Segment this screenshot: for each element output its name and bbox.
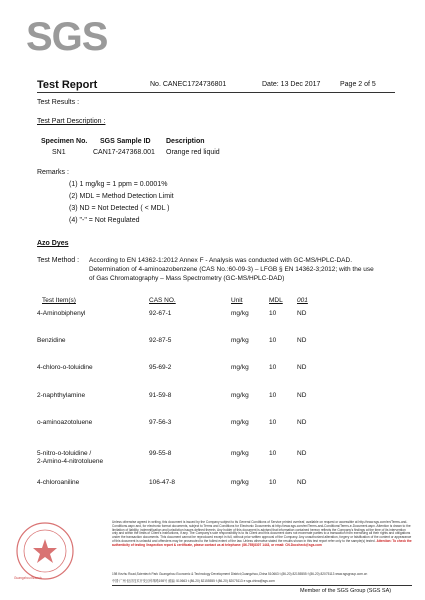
- results-table-header: [37, 297, 397, 307]
- result-value: ND: [297, 450, 307, 457]
- specimen-no: SN1: [52, 149, 66, 156]
- header-unit: Unit: [231, 297, 243, 304]
- mdl-value: 10: [269, 337, 277, 344]
- unit-value: mg/kg: [231, 392, 249, 399]
- cas-number: 92-87-5: [149, 337, 172, 344]
- table-row: [37, 310, 397, 320]
- header-test-items: Test Item(s): [42, 297, 76, 304]
- unit-value: mg/kg: [231, 479, 249, 486]
- test-item-name: 4-Aminobiphenyl: [37, 310, 86, 317]
- header-cas-no: CAS NO.: [149, 297, 176, 304]
- test-part-description-label: Test Part Description :: [37, 118, 106, 125]
- sgs-stamp-seal: [14, 520, 76, 582]
- table-row: [37, 337, 397, 347]
- test-method-label: Test Method :: [37, 257, 80, 264]
- result-value: ND: [297, 392, 307, 399]
- cas-number: 106-47-8: [149, 479, 176, 486]
- result-value: ND: [297, 310, 307, 317]
- cas-number: 95-69-2: [149, 364, 172, 371]
- result-value: ND: [297, 364, 307, 371]
- specimen-description: Orange red liquid: [166, 149, 220, 156]
- remark-item: (1) 1 mg/kg = 1 ppm = 0.0001%: [69, 181, 168, 188]
- report-title: Test Report: [37, 79, 98, 91]
- test-method-line: Determination of 4-aminoazobenzene (CAS No.:60-09-3) – LFGB § EN 14362-3;2012; with the use: [89, 266, 374, 273]
- unit-value: mg/kg: [231, 364, 249, 371]
- remark-item: (2) MDL = Method Detection Limit: [69, 193, 174, 200]
- footer-divider: [112, 585, 412, 586]
- test-item-name: Benzidine: [37, 337, 66, 344]
- unit-value: mg/kg: [231, 337, 249, 344]
- test-item-name: 4-chloro-o-toluidine: [37, 364, 93, 371]
- unit-value: mg/kg: [231, 450, 249, 457]
- mdl-value: 10: [269, 479, 277, 486]
- unit-value: mg/kg: [231, 419, 249, 426]
- specimen-header-no: Specimen No.: [41, 138, 88, 145]
- disclaimer-text: Unless otherwise agreed in writing, this document is issued by the Company subject to its General Conditions of Service printed overleaf, available on request or accessible at http://www.sgs.com/en/Terms-and-Conditions.aspx and, for electronic format documents, subject to Terms and Conditions for Electronic Documents at http://www.sgs.com/en/Terms-and-Conditions/Terms-e-Document.aspx. Attention is drawn to the limitation of liability, indemnification and jurisdiction issues defined therein. Any holder of this document is advised that information contained hereon reflects the Company's findings at the time of its intervention only and within the limits of Client's instructions, if any. The Company's sole responsibility is to its Client and this document does not exonerate parties to a transaction from exercising all their rights and obligations under the transaction documents. This document cannot be reproduced except in full, without prior written approval of the Company. Any unauthorized alteration, forgery or falsification of the content or appearance of this document is unlawful and offenders may be prosecuted to the fullest extent of the law. Unless otherwise stated the results shown in this test report refer only to the sample(s) tested.: [112, 520, 412, 543]
- test-item-name: o-aminoazotoluene: [37, 419, 93, 426]
- section-title: Azo Dyes: [37, 240, 69, 247]
- result-value: ND: [297, 419, 307, 426]
- cas-number: 99-55-8: [149, 450, 172, 457]
- report-date: Date: 13 Dec 2017: [262, 81, 321, 88]
- test-method-line: According to EN 14362-1:2012 Annex F - Analysis was conducted with GC-MS/HPLC-DAD.: [89, 257, 353, 264]
- specimen-header-id: SGS Sample ID: [100, 138, 151, 145]
- footer-disclaimer: [112, 521, 412, 548]
- test-item-name-line2: 2-Amino-4-nitrotoluene: [37, 458, 104, 465]
- mdl-value: 10: [269, 310, 277, 317]
- test-method-line: of Gas Chromatography – Mass Spectrometry (GC-MS/HPLC-DAD): [89, 275, 285, 282]
- remark-item: (4) "-" = Not Regulated: [69, 217, 140, 224]
- page-number: Page 2 of 5: [340, 81, 376, 88]
- specimen-sample-id: CAN17-247368.001: [93, 149, 155, 156]
- header-mdl: MDL: [269, 297, 283, 304]
- footer-address-cn: 中国·广州·经济技术开发区科珠路198号 邮编: 510663 t (86-20) 82155555 f (86-20) 82075113 e sgs.china@sgs.com: [112, 579, 275, 583]
- table-row: [37, 419, 397, 429]
- report-number: No. CANEC1724736801: [150, 81, 227, 88]
- mdl-value: 10: [269, 392, 277, 399]
- test-item-name: 5-nitro-o-toluidine /: [37, 450, 92, 457]
- test-results-label: Test Results :: [37, 99, 80, 106]
- cas-number: 92-67-1: [149, 310, 172, 317]
- table-row: [37, 364, 397, 374]
- test-item-name: 4-chloroaniline: [37, 479, 80, 486]
- mdl-value: 10: [269, 450, 277, 457]
- result-value: ND: [297, 479, 307, 486]
- header-divider: [37, 92, 395, 93]
- remarks-label: Remarks :: [37, 169, 69, 176]
- cas-number: 91-59-8: [149, 392, 172, 399]
- unit-value: mg/kg: [231, 310, 249, 317]
- mdl-value: 10: [269, 364, 277, 371]
- test-item-name: 2-naphthylamine: [37, 392, 86, 399]
- cas-number: 97-56-3: [149, 419, 172, 426]
- member-of-sgs-group: Member of the SGS Group (SGS SA): [300, 588, 392, 594]
- logo-text: SGS: [26, 15, 108, 59]
- footer-address-en: 198 Kezhu Road,Scientech Park Guangzhou Economic & Technology Development District,Guangzhou,China 510663 t (86-20) 82155555 f (86-20) 82075113 www.sgsgroup.com.cn: [112, 572, 368, 576]
- table-row: [37, 479, 397, 489]
- table-row: [37, 450, 397, 465]
- specimen-header-description: Description: [166, 138, 205, 145]
- verify-text: Attention: To check the authenticity of testing /inspection report & certificate, please contact us at telephone: (86-755)8307 1443, or email: CN.Doccheck@sgs.com: [112, 538, 412, 547]
- sgs-logo: [26, 14, 108, 60]
- stamp-text: Guangzhou Branch: [14, 576, 42, 580]
- table-row: [37, 392, 397, 402]
- mdl-value: 10: [269, 419, 277, 426]
- header-sample-001: 001: [297, 297, 308, 304]
- remark-item: (3) ND = Not Detected ( < MDL ): [69, 205, 170, 212]
- result-value: ND: [297, 337, 307, 344]
